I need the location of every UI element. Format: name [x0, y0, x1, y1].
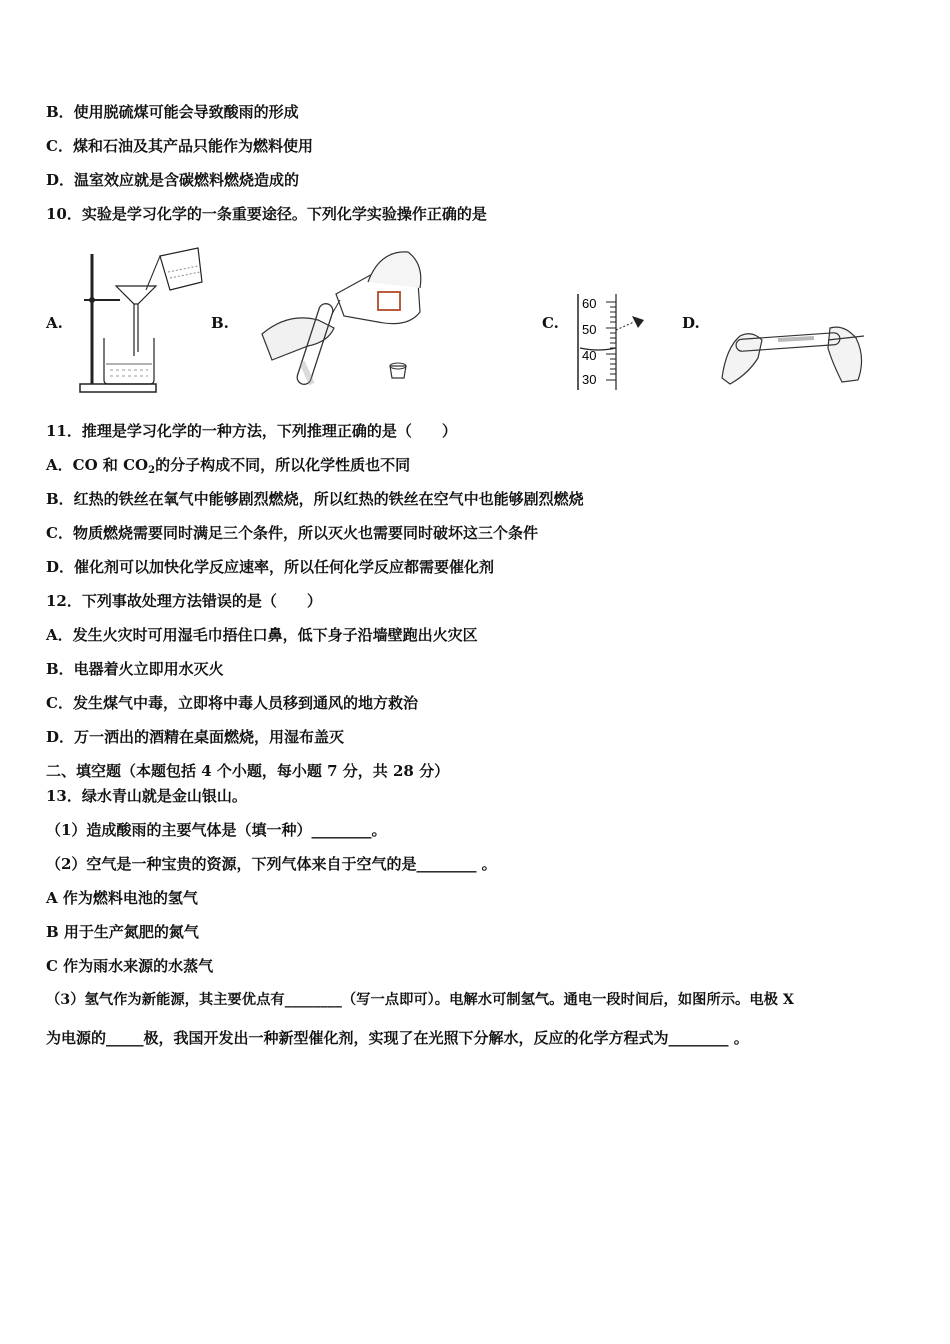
q11-option-a-prefix: A．CO 和 CO — [46, 456, 149, 474]
q9-option-d: D．温室效应就是含碳燃料燃烧造成的 — [46, 171, 300, 189]
q11-option-d: D．催化剂可以加快化学反应速率，所以任何化学反应都需要催化剂 — [46, 558, 495, 576]
q13-part-1: （1）造成酸雨的主要气体是（填一种）________。 — [46, 821, 387, 839]
cylinder-tick-40: 40 — [582, 348, 597, 363]
q9-option-b: B．使用脱硫煤可能会导致酸雨的形成 — [46, 103, 299, 121]
q10-label-c: C. — [542, 314, 559, 332]
q12-stem: 12．下列事故处理方法错误的是（ ） — [46, 592, 322, 610]
q12-option-c: C．发生煤气中毒，立即将中毒人员移到通风的地方救治 — [46, 694, 418, 712]
q11-option-c: C．物质燃烧需要同时满足三个条件，所以灭火也需要同时破坏这三个条件 — [46, 524, 538, 542]
q11-option-a — [46, 455, 410, 481]
q10-stem: 10．实验是学习化学的一条重要途径。下列化学实验操作正确的是 — [46, 205, 487, 223]
figure-c-cylinder — [572, 292, 658, 392]
cylinder-tick-60: 60 — [582, 296, 597, 311]
q11-option-a-suffix: 的分子构成不同，所以化学性质也不同 — [155, 456, 411, 474]
q11-option-b: B．红热的铁丝在氧气中能够剧烈燃烧，所以红热的铁丝在空气中也能够剧烈燃烧 — [46, 490, 584, 508]
q12-option-d: D．万一洒出的酒精在桌面燃烧，用湿布盖灭 — [46, 728, 345, 746]
cylinder-tick-30: 30 — [582, 372, 597, 387]
q13-option-b: B 用于生产氮肥的氮气 — [46, 923, 199, 941]
figure-b-pouring — [258, 242, 428, 392]
figure-a-filtration — [76, 246, 206, 396]
figure-d-testtube — [718, 318, 868, 388]
q11-option-a-subscript: 2 — [148, 465, 156, 476]
q12-option-b: B．电器着火立即用水灭火 — [46, 660, 224, 678]
q10-label-a: A. — [46, 314, 63, 332]
q13-part-2: （2）空气是一种宝贵的资源，下列气体来自于空气的是________ 。 — [46, 855, 497, 873]
q9-option-c: C．煤和石油及其产品只能作为燃料使用 — [46, 137, 313, 155]
q11-stem: 11．推理是学习化学的一种方法，下列推理正确的是（ ） — [46, 422, 457, 440]
q12-option-a: A．发生火灾时可用湿毛巾捂住口鼻，低下身子沿墙壁跑出火灾区 — [46, 626, 478, 644]
cylinder-tick-50: 50 — [582, 322, 597, 337]
q10-label-d: D. — [682, 314, 700, 332]
q10-label-b: B. — [211, 314, 229, 332]
q13-part-3-line1: （3）氢气作为新能源，其主要优点有________（写一点即可）。电解水可制氢气。通电一段时间后，如图所示。电极 X — [46, 992, 795, 1008]
q13-part-3-line2: 为电源的_____极，我国开发出一种新型催化剂，实现了在光照下分解水，反应的化学方程式为________ 。 — [46, 1029, 749, 1047]
q13-option-a: A 作为燃料电池的氢气 — [46, 889, 198, 907]
q13-stem: 13．绿水青山就是金山银山。 — [46, 787, 247, 805]
q13-option-c: C 作为雨水来源的水蒸气 — [46, 957, 214, 975]
section-2-heading: 二、填空题（本题包括 4 个小题，每小题 7 分，共 28 分） — [46, 762, 450, 780]
